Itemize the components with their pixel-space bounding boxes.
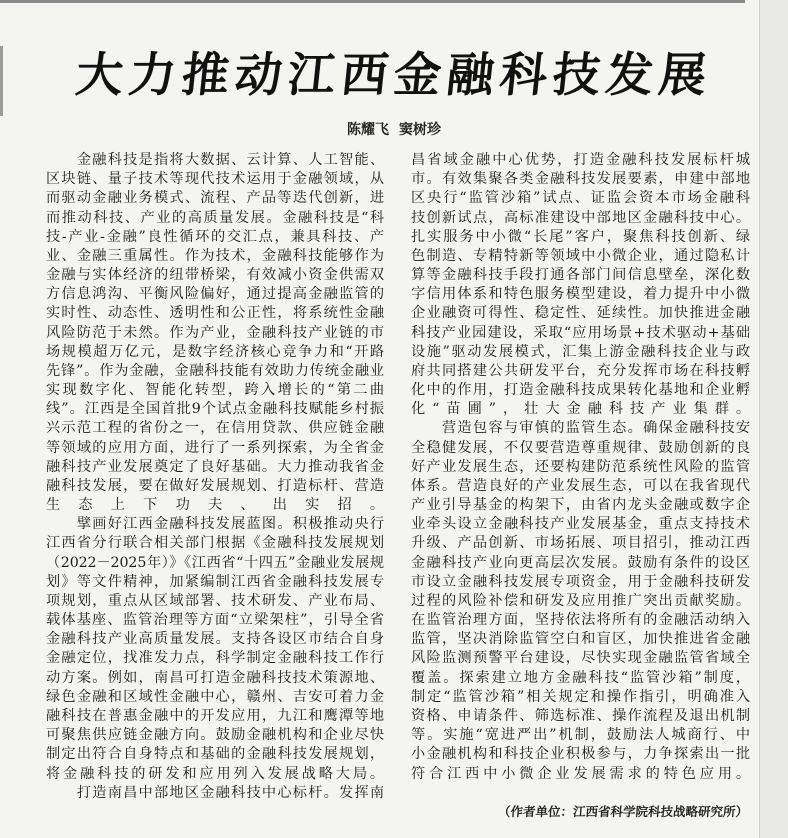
text-line: 字信用体系和特色服务模型建设，着力提升中小微 <box>411 286 750 303</box>
text-line: 全稳健发展，不仅要营造尊重规律、鼓励创新的良 <box>411 439 750 456</box>
article-column-right <box>411 151 750 784</box>
text-line: 设施”驱动发展模式，汇集上游金融科技企业与政 <box>411 343 750 360</box>
text-line: 等。实施“宽进严出”机制，鼓励法人城商行、中 <box>411 727 750 744</box>
text-line: 昌省域金融中心优势，打造金融科技发展标杆城 <box>411 152 750 168</box>
text-line: 技创新试点，高标准建设中部地区金融科技中心。 <box>411 209 750 226</box>
text-line: 金融科技产业向更高层次发展。鼓励有条件的设区 <box>411 554 750 571</box>
author-affiliation: （作者单位：江西省科学院科技战略研究所） <box>497 804 749 819</box>
text-line: 算等金融科技手段打通各部门间信息壁垒，深化数 <box>411 267 750 284</box>
text-line: 线”。江西是全国首批9个试点金融科技赋能乡村振 <box>46 401 384 418</box>
text-line: 动方案。例如，南昌可打造金融科技技术策源地、 <box>46 669 384 686</box>
text-line: 扎实服务中小微“长尾”客户，聚焦科技创新、绿 <box>411 228 750 245</box>
text-line: 区央行“监管沙箱”试点、证监会资本市场金融科 <box>411 190 750 207</box>
top-rule <box>0 0 745 3</box>
text-line: 制定出符合自身特点和基础的金融科技发展规划， <box>46 746 384 763</box>
text-line: 监管，坚决消除监管空白和盲区，加快推进省金融 <box>411 631 750 648</box>
text-line: 体系。营造良好的产业发展生态，可以在我省现代 <box>411 477 750 494</box>
text-line: 融科技在普惠金融中的开发应用，九江和鹰潭等地 <box>46 707 384 724</box>
text-line: 市。有效集聚各类金融科技发展要素，申建中部地 <box>411 171 750 188</box>
text-line: 场规模超万亿元，是数字经济核心竞争力和“开路 <box>46 343 384 360</box>
text-line: 市设立金融科技发展专项资金，用于金融科技研发 <box>411 573 750 590</box>
text-line: 兴示范工程的省份之一，在信用贷款、供应链金融 <box>46 420 384 437</box>
text-line: 金融科技产业高质量发展。支持各设区市结合自身 <box>46 631 384 648</box>
text-line: 方信息鸿沟、平衡风险偏好，通过提高金融监管的 <box>46 286 384 303</box>
text-line: 打造南昌中部地区金融科技中心标杆。发挥南 <box>46 784 384 801</box>
article-headline: 大力推动江西金融科技发展 <box>73 48 715 103</box>
text-line: 升级、产品创新、市场拓展、项目招引，推动江西 <box>411 535 750 552</box>
text-line: 府共同搭建公共研发平台，充分发挥市场在科技孵 <box>411 362 750 379</box>
text-line: 金融与实体经济的纽带桥梁，有效减小资金供需双 <box>46 267 384 284</box>
text-line: 产业引导基金的构架下，由省内龙头金融或数字企 <box>411 497 750 514</box>
text-line: 区块链、量子技术等现代技术运用于金融领域，从 <box>46 171 384 188</box>
text-line: 而驱动金融业务模式、流程、产品等迭代创新，进 <box>46 190 384 207</box>
text-line: 擘画好江西金融科技发展蓝图。积极推动央行 <box>46 516 384 533</box>
author-name: 窦树珍 <box>399 122 441 138</box>
text-line: 符合江西中小微企业发展需求的特色应用。 <box>411 765 750 782</box>
text-line: 可聚焦供应链金融方向。鼓励金融机构和企业尽快 <box>46 727 384 744</box>
text-line: 将金融科技的研发和应用列入发展战略大局。 <box>46 765 384 782</box>
text-line: （2022－2025年）》《江西省“十四五”金融业发展规 <box>46 554 384 571</box>
text-line: 技-产业-金融”良性循环的交汇点，兼具科技、产 <box>46 228 384 245</box>
text-line: 化中的作用，打造金融科技成果转化基地和企业孵 <box>411 382 750 399</box>
author-name: 陈耀飞 <box>347 122 389 138</box>
text-line: 过程的风险补偿和研发及应用推广突出贡献奖励。 <box>411 592 750 609</box>
text-line: 企业融资可得性、稳定性、延续性。加快推进金融 <box>411 305 750 322</box>
text-line: 融科技产业发展奠定了良好基础。大力推动我省金 <box>46 458 384 475</box>
text-line: 小金融机构和科技企业积极参与，力争探索出一批 <box>411 746 750 763</box>
text-line: 覆盖。探索建立地方金融科技“监管沙箱”制度， <box>411 669 750 686</box>
text-line: 项规划，重点从区域部署、技术研发、产业布局、 <box>46 592 384 609</box>
text-line: 资格、申请条件、筛选标准、操作流程及退出机制 <box>411 707 750 724</box>
text-line: 化“苗圃”，壮大金融科技产业集群。 <box>411 401 750 418</box>
text-line: 好产业发展生态，还要构建防范系统性风险的监管 <box>411 458 750 475</box>
text-line: 生态上下功夫、出实招。 <box>46 497 384 514</box>
text-line: 实现数字化、智能化转型，跨入增长的“第二曲 <box>46 382 384 399</box>
text-line: 先锋”。作为金融，金融科技能有效助力传统金融业 <box>46 362 384 379</box>
text-line: 实时性、动态性、透明性和公正性，将系统性金融 <box>46 305 384 322</box>
text-line: 风险防范于未然。作为产业，金融科技产业链的市 <box>46 324 384 341</box>
text-line: 载体基座、监管治理等方面“立梁架柱”，引导全省 <box>46 612 384 629</box>
byline <box>0 121 788 139</box>
article-column-left <box>46 151 384 803</box>
text-line: 融科技发展，要在做好发展规划、打造标杆、营造 <box>46 477 384 494</box>
text-line: 绿色金融和区域性金融中心，赣州、吉安可着力金 <box>46 688 384 705</box>
text-line: 业牵头设立金融科技产业发展基金，重点支持技术 <box>411 516 750 533</box>
text-line: 划》等文件精神，加紧编制江西省金融科技发展专 <box>46 573 384 590</box>
text-line: 营造包容与审慎的监管生态。确保金融科技安 <box>411 420 750 437</box>
text-line: 金融科技是指将大数据、云计算、人工智能、 <box>46 152 384 168</box>
text-line: 江西省分行联合相关部门根据《金融科技发展规划 <box>46 535 384 552</box>
text-line: 色制造、专精特新等领域中小微企业，通过隐私计 <box>411 247 750 264</box>
text-line: 等领域的应用方面，进行了一系列探索，为全省金 <box>46 439 384 456</box>
text-line: 科技产业园建设，采取“应用场景+技术驱动+基础 <box>411 324 750 341</box>
text-line: 而推动科技、产业的高质量发展。金融科技是“科 <box>46 209 384 226</box>
text-line: 业、金融三重属性。作为技术，金融科技能够作为 <box>46 247 384 264</box>
text-line: 金融定位，找准发力点，科学制定金融科技工作行 <box>46 650 384 667</box>
text-line: 在监管治理方面，坚持依法将所有的金融活动纳入 <box>411 612 750 629</box>
text-line: 风险监测预警平台建设，尽快实现金融监管省域全 <box>411 650 750 667</box>
text-line: 制定“监管沙箱”相关规定和操作指引，明确准入 <box>411 688 750 705</box>
